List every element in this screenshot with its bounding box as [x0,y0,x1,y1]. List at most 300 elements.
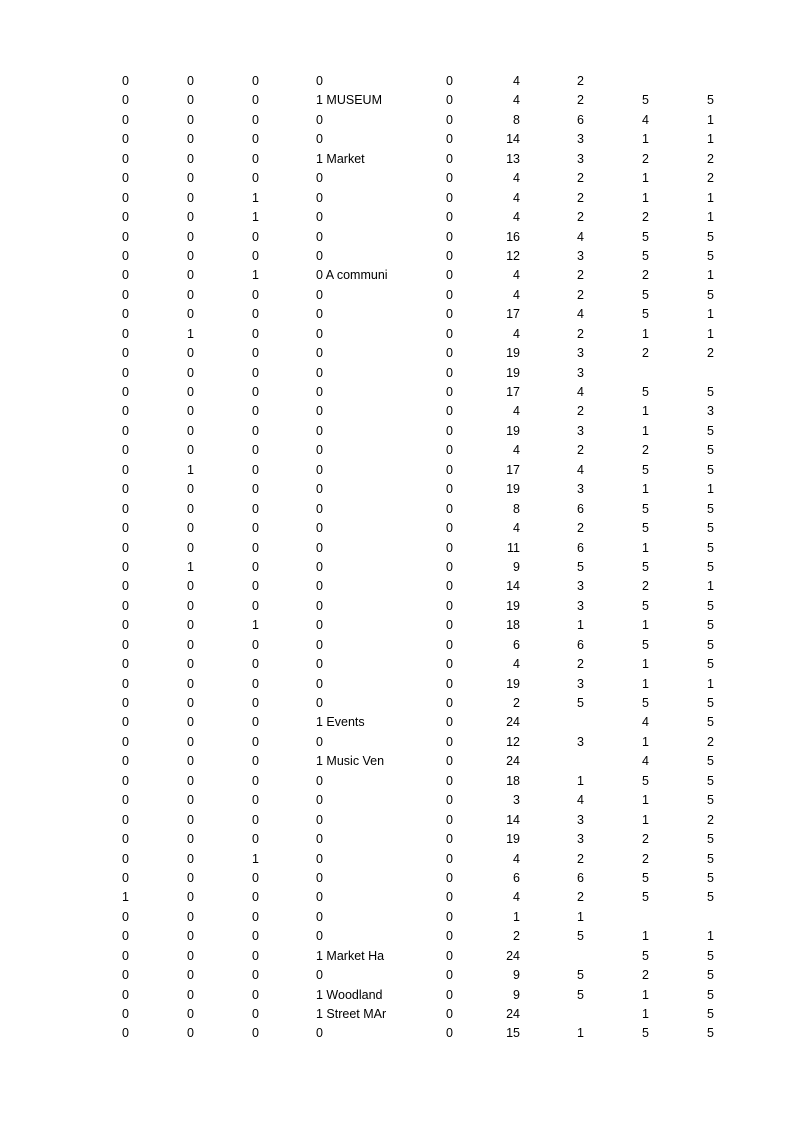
table-cell: 0 [446,229,453,244]
table-cell: 9 [513,559,520,574]
table-row [0,286,800,305]
table-cell: 0 [122,618,129,633]
table-row [0,130,800,149]
table-cell: 0 [252,890,259,905]
table-cell: 0 [187,307,194,322]
table-cell: 4 [513,443,520,458]
table-row [0,383,800,402]
table-cell: 3 [577,365,584,380]
table-cell: 1 [642,1007,649,1021]
table-cell: 0 [187,657,194,672]
table-cell: 1 [187,559,194,574]
table-cell: 0 [187,1007,194,1021]
table-cell: 5 [707,521,714,536]
table-cell: 0 [252,482,259,497]
table-cell: 1 [577,1026,584,1041]
table-cell: 9 [513,987,520,1002]
table-cell: 0 [446,754,453,769]
table-cell: 5 [707,423,714,438]
table-cell: 0 [252,579,259,594]
table-cell: 0 [252,676,259,691]
table-cell: 0 [252,112,259,127]
table-row [0,830,800,849]
table-cell: 5 [707,987,714,1002]
table-cell: 2 [577,268,584,283]
table-cell: 1 Events [316,715,365,730]
table-cell: 0 [122,715,129,730]
table-cell: 24 [506,1007,520,1021]
table-cell: 0 [446,93,453,108]
table-cell: 0 [446,987,453,1002]
table-cell: 0 [446,501,453,516]
table-cell: 0 [122,112,129,127]
table-cell: 4 [513,404,520,419]
table-cell: 0 [316,229,323,244]
table-cell: 0 [252,1007,259,1021]
table-cell: 0 [122,190,129,205]
table-cell: 1 [252,210,259,225]
table-cell: 1 [642,676,649,691]
table-row [0,266,800,285]
table-cell: 0 [187,346,194,361]
table-row [0,986,800,1005]
table-cell: 1 [642,171,649,186]
table-row [0,791,800,810]
table-cell: 5 [642,287,649,302]
table-cell: 1 [187,462,194,477]
table-cell: 14 [506,579,520,594]
table-cell: 0 [187,404,194,419]
table-cell: 0 [187,229,194,244]
table-cell: 0 [316,210,323,225]
table-cell: 0 [187,540,194,555]
table-cell: 0 [446,909,453,924]
table-cell: 0 [446,248,453,263]
table-cell: 0 [316,521,323,536]
table-cell: 1 [707,482,714,497]
table-cell: 0 [122,734,129,749]
table-cell: 0 [122,832,129,847]
table-cell: 0 [187,773,194,788]
table-cell: 3 [577,132,584,147]
table-cell: 4 [577,307,584,322]
table-cell: 4 [513,268,520,283]
table-cell: 1 [513,909,520,924]
table-cell: 0 [252,773,259,788]
table-cell: 0 [122,171,129,186]
table-cell: 5 [707,443,714,458]
table-cell: 0 [316,870,323,885]
table-cell: 5 [642,696,649,710]
table-cell: 0 [122,229,129,244]
table-cell: 1 [707,929,714,944]
table-cell: 0 [446,948,453,963]
table-cell: 0 [252,929,259,944]
table-cell: 0 [122,423,129,438]
table-cell: 2 [577,404,584,419]
table-cell: 0 [446,443,453,458]
table-row [0,441,800,460]
table-cell: 5 [642,598,649,613]
table-cell: 0 [316,482,323,497]
table-cell: 0 [122,851,129,866]
table-cell: 0 [446,540,453,555]
table-cell: 0 [187,93,194,108]
table-row [0,150,800,169]
table-cell: 9 [513,968,520,983]
table-cell: 0 [252,715,259,730]
table-cell: 5 [577,987,584,1002]
table-cell: 6 [577,112,584,127]
table-cell: 0 [122,579,129,594]
table-cell: 0 [446,851,453,866]
table-cell: 0 [187,929,194,944]
table-cell: 0 [446,870,453,885]
table-row [0,325,800,344]
table-cell: 0 [252,501,259,516]
table-cell: 0 [187,948,194,963]
table-cell: 5 [642,521,649,536]
table-row [0,228,800,247]
table-cell: 0 [316,696,323,710]
table-cell: 0 [252,734,259,749]
table-cell: 0 [446,696,453,710]
spreadsheet-grid [0,72,800,1044]
table-cell: 6 [577,637,584,652]
table-cell: 0 [187,74,194,88]
table-cell: 0 [122,812,129,827]
table-row [0,752,800,771]
table-cell: 1 [252,190,259,205]
table-cell: 6 [577,870,584,885]
table-row [0,402,800,421]
table-cell: 5 [642,307,649,322]
table-cell: 0 [187,210,194,225]
table-cell: 3 [577,482,584,497]
table-cell: 0 [187,676,194,691]
table-cell: 0 [122,326,129,341]
table-cell: 17 [506,307,520,322]
table-cell: 5 [707,559,714,574]
table-cell: 0 [252,404,259,419]
table-cell: 0 [252,326,259,341]
table-cell: 1 [577,773,584,788]
table-cell: 0 [187,1026,194,1041]
table-cell: 0 [252,307,259,322]
table-cell: 0 [122,793,129,808]
table-cell: 0 [252,696,259,710]
table-cell: 0 [252,754,259,769]
table-cell: 3 [513,793,520,808]
table-cell: 0 [122,482,129,497]
table-cell: 0 [122,404,129,419]
table-row [0,519,800,538]
table-row [0,189,800,208]
table-cell: 2 [577,851,584,866]
table-cell: 0 [122,346,129,361]
table-cell: 16 [506,229,520,244]
table-cell: 0 [122,754,129,769]
table-cell: 0 [446,1007,453,1021]
table-cell: 0 [316,365,323,380]
table-cell: 0 [187,132,194,147]
table-cell: 11 [507,540,520,555]
table-cell: 18 [506,618,520,633]
table-cell: 0 [187,890,194,905]
table-cell: 4 [513,74,520,88]
table-cell: 5 [707,832,714,847]
table-row [0,111,800,130]
table-cell: 5 [707,540,714,555]
table-cell: 4 [513,890,520,905]
table-cell: 8 [513,501,520,516]
table-cell: 3 [577,346,584,361]
table-cell: 24 [506,948,520,963]
table-cell: 4 [513,521,520,536]
table-cell: 0 [187,112,194,127]
table-cell: 0 [187,501,194,516]
table-cell: 1 Woodland [316,987,383,1002]
table-cell: 0 [252,540,259,555]
table-cell: 0 [122,1026,129,1041]
table-cell: 4 [513,190,520,205]
table-cell: 0 [187,987,194,1002]
table-cell: 1 [642,618,649,633]
table-cell: 0 [187,268,194,283]
table-cell: 1 [707,579,714,594]
table-row [0,966,800,985]
table-cell: 2 [707,171,714,186]
table-cell: 0 [316,423,323,438]
table-cell: 6 [577,540,584,555]
table-cell: 19 [506,346,520,361]
table-cell: 24 [506,715,520,730]
table-cell: 0 [446,579,453,594]
table-cell: 4 [513,171,520,186]
table-cell: 0 [122,307,129,322]
table-cell: 0 [252,657,259,672]
table-cell: 5 [642,890,649,905]
table-cell: 0 [316,346,323,361]
table-cell: 3 [577,812,584,827]
table-cell: 0 [187,734,194,749]
table-row [0,713,800,732]
table-row [0,208,800,227]
table-cell: 0 [316,1026,323,1041]
table-cell: 0 [122,1007,129,1021]
table-cell: 5 [577,929,584,944]
table-cell: 0 [316,657,323,672]
table-cell: 0 [187,870,194,885]
table-cell: 3 [707,404,714,419]
table-cell: 1 [252,268,259,283]
table-row [0,927,800,946]
table-cell: 0 [316,307,323,322]
table-cell: 0 [316,968,323,983]
table-cell: 0 [187,521,194,536]
table-row [0,616,800,635]
table-cell: 1 [707,190,714,205]
table-cell: 3 [577,734,584,749]
table-cell: 0 [252,248,259,263]
table-cell: 0 [252,423,259,438]
table-cell: 4 [577,385,584,399]
table-cell: 5 [707,637,714,652]
table-row [0,733,800,752]
table-cell: 4 [642,112,649,127]
table-cell: 0 [316,793,323,808]
table-cell: 2 [577,287,584,302]
table-cell: 6 [513,870,520,885]
table-cell: 0 [446,151,453,166]
table-cell: 2 [707,734,714,749]
table-cell: 19 [506,676,520,691]
table-row [0,577,800,596]
table-cell: 0 [252,832,259,847]
table-cell: 0 [187,696,194,710]
table-cell: 5 [642,462,649,477]
table-cell: 0 [122,521,129,536]
table-cell: 0 [446,385,453,399]
table-cell: 0 [446,598,453,613]
table-cell: 5 [707,618,714,633]
table-cell: 0 [122,462,129,477]
table-cell: 5 [707,968,714,983]
table-cell: 0 [446,812,453,827]
table-cell: 0 [316,890,323,905]
table-cell: 1 Market [316,151,365,166]
table-cell: 0 [316,773,323,788]
table-cell: 1 [642,929,649,944]
table-cell: 3 [577,598,584,613]
table-cell: 0 [252,968,259,983]
table-cell: 0 [252,229,259,244]
table-cell: 2 [577,443,584,458]
table-row [0,869,800,888]
table-cell: 1 [707,326,714,341]
table-cell: 0 [252,812,259,827]
table-cell: 0 [446,715,453,730]
table-cell: 0 [187,715,194,730]
table-cell: 1 [642,190,649,205]
table-cell: 19 [506,598,520,613]
table-cell: 1 [707,132,714,147]
table-cell: 0 [446,346,453,361]
table-row [0,655,800,674]
table-cell: 5 [707,1007,714,1021]
table-cell: 0 [316,851,323,866]
table-cell: 1 [642,540,649,555]
table-cell: 4 [642,715,649,730]
table-cell: 0 [122,909,129,924]
table-cell: 0 [122,870,129,885]
table-cell: 0 [316,74,323,88]
table-cell: 5 [707,890,714,905]
table-row [0,772,800,791]
table-cell: 19 [506,832,520,847]
table-cell: 0 [187,365,194,380]
table-cell: 2 [642,832,649,847]
table-cell: 4 [513,851,520,866]
table-cell: 0 [316,443,323,458]
table-cell: 0 [187,851,194,866]
table-cell: 0 [122,74,129,88]
table-cell: 5 [707,657,714,672]
table-cell: 0 [316,326,323,341]
table-cell: 0 [122,540,129,555]
table-cell: 19 [506,365,520,380]
table-row [0,811,800,830]
table-cell: 0 [122,151,129,166]
table-cell: 2 [513,929,520,944]
table-cell: 1 MUSEUM [316,93,382,108]
table-cell: 0 [252,346,259,361]
table-row [0,247,800,266]
table-cell: 1 [642,987,649,1002]
table-cell: 5 [707,462,714,477]
table-cell: 5 [707,851,714,866]
table-cell: 0 [187,171,194,186]
table-cell: 5 [642,559,649,574]
table-row [0,305,800,324]
table-row [0,908,800,927]
table-cell: 0 [187,190,194,205]
table-cell: 0 [446,365,453,380]
table-cell: 2 [577,521,584,536]
table-cell: 5 [707,870,714,885]
table-cell: 5 [707,696,714,710]
table-cell: 5 [642,1026,649,1041]
table-cell: 0 [122,132,129,147]
table-cell: 19 [506,423,520,438]
table-cell: 0 [122,93,129,108]
table-cell: 0 [316,832,323,847]
table-cell: 4 [577,462,584,477]
table-cell: 5 [577,696,584,710]
table-cell: 5 [707,93,714,108]
table-cell: 0 [122,598,129,613]
table-cell: 0 [316,676,323,691]
table-cell: 2 [577,74,584,88]
table-cell: 0 [252,909,259,924]
table-cell: 2 [642,851,649,866]
table-cell: 0 [122,210,129,225]
table-cell: 1 Street MAr [316,1007,387,1021]
table-cell: 0 [446,307,453,322]
table-cell: 0 [316,734,323,749]
table-cell: 0 [122,501,129,516]
table-row [0,694,800,713]
table-cell: 0 [446,793,453,808]
table-cell: 0 [316,812,323,827]
table-cell: 0 [446,832,453,847]
table-cell: 5 [707,385,714,399]
table-cell: 0 [446,968,453,983]
table-row [0,344,800,363]
table-cell: 0 [187,909,194,924]
table-cell: 15 [506,1026,520,1041]
table-cell: 2 [577,326,584,341]
table-cell: 0 [316,287,323,302]
table-cell: 2 [577,210,584,225]
table-cell: 0 [316,404,323,419]
table-cell: 0 [122,929,129,944]
table-cell: 4 [513,326,520,341]
table-cell: 0 [316,248,323,263]
table-cell: 0 [446,890,453,905]
table-cell: 1 [642,734,649,749]
table-cell: 14 [506,812,520,827]
